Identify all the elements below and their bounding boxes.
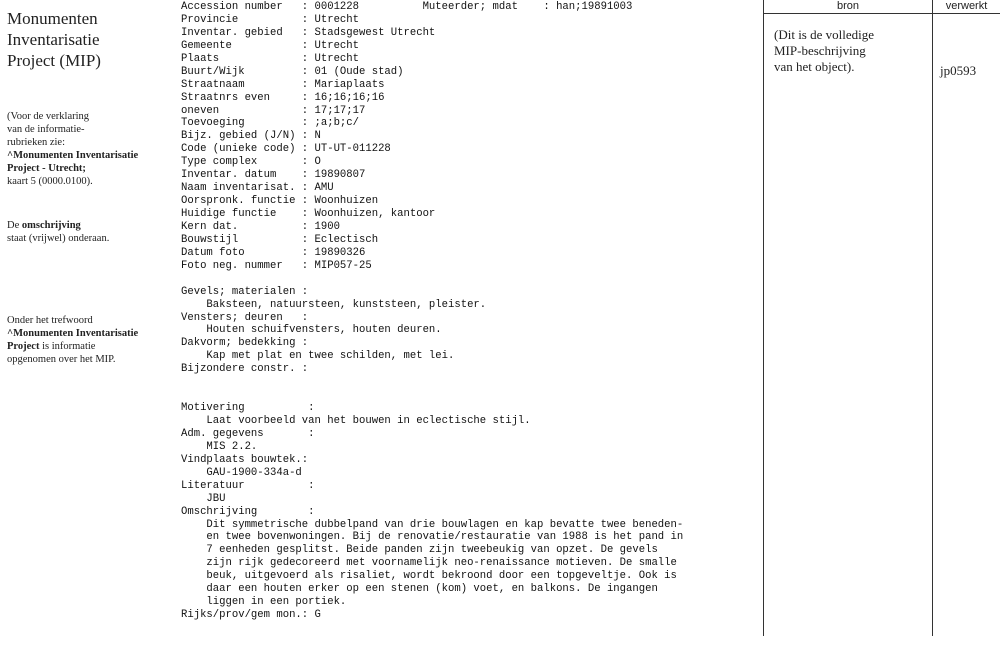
record-line: Gevels; materialen : <box>181 285 309 298</box>
record-line: Gemeente : Utrecht <box>181 39 360 52</box>
record-line: Bijzondere constr. : <box>181 363 309 376</box>
verwerkt-code: jp0593 <box>940 63 977 78</box>
bron-text: (Dit is de volledige MIP-beschrijving van het object). <box>774 27 875 74</box>
record-line: Rijks/prov/gem mon.: G <box>181 609 321 622</box>
record-line: zijn rijk gedecoreerd met voornamelijk neo-renaissance motieven. De smalle <box>181 557 677 570</box>
record-line: beuk, uitgevoerd als risaliet, wordt bekroond door een topgeveltje. Ook is <box>181 570 677 583</box>
record-line: Dakvorm; bedekking : <box>181 337 309 350</box>
record-line: Laat voorbeeld van het bouwen in eclectische stijl. <box>181 415 531 427</box>
record-line: oneven : 17;17;17 <box>181 104 366 117</box>
verwerkt-column-header: verwerkt <box>945 0 988 12</box>
page-title: Monumenten Inventarisatie Project (MIP) <box>7 9 101 70</box>
record-line: daar een houten erker op een stenen (kom) voet, en balkons. De ingangen <box>181 583 658 596</box>
record-line: Bijz. gebied (J/N) : N <box>181 130 321 143</box>
record-line: Kap met plat en twee schilden, met lei. <box>181 350 455 363</box>
column-divider-left <box>763 0 764 636</box>
record-line: Toevoeging : ;a;b;c/ <box>181 117 360 130</box>
column-header-rule <box>764 13 1000 14</box>
record-line: Straatnrs even : 16;16;16;16 <box>181 91 385 104</box>
record-line: Motivering : <box>181 402 315 415</box>
record-line: Inventar. datum : 19890807 <box>181 169 366 182</box>
record-line: liggen in een portiek. <box>181 596 347 609</box>
record-line: Omschrijving : <box>181 505 315 518</box>
record-line: en twee bovenwoningen. Bij de renovatie/restauratie van 1988 is het pand in <box>181 531 684 544</box>
record-line: Foto neg. nummer : MIP057-25 <box>181 259 372 272</box>
record-line: JBU <box>181 492 226 505</box>
record-line: Kern dat. : 1900 <box>181 220 340 233</box>
record-line: Provincie : Utrecht <box>181 13 360 26</box>
record-line: Code (unieke code) : UT-UT-011228 <box>181 143 391 156</box>
record-line: MIS 2.2. <box>181 440 258 453</box>
record-header-fields <box>181 1 759 273</box>
record-line: Accession number : 0001228 Muteerder; mdat : han;19891003 <box>181 1 633 13</box>
record-line: GAU-1900-334a-d <box>181 466 302 479</box>
record-line: Oorspronk. functie : Woonhuizen <box>181 195 379 208</box>
record-line: Vindplaats bouwtek.: <box>181 453 309 466</box>
record-line: Baksteen, natuursteen, kunststeen, pleister. <box>181 298 487 311</box>
record-line: Huidige functie : Woonhuizen, kantoor <box>181 208 436 220</box>
left-margin <box>7 8 172 365</box>
record-section-materials <box>181 286 759 377</box>
record-line: Bouwstijl : Eclectisch <box>181 233 379 246</box>
record-line: Straatnaam : Mariaplaats <box>181 78 385 91</box>
legend-note: (Voor de verklaring van de informatie- rubrieken zie: ^Monumenten Inventarisatie Project - Utrecht; kaart 5 (0000.0100). <box>7 111 139 187</box>
description-note: De omschrijving staat (vrijwel) onderaan. <box>7 220 110 244</box>
record-listing <box>181 1 759 622</box>
record-line: 7 eenheden gesplitst. Beide panden zijn tweebeukig van opzet. De gevels <box>181 544 658 557</box>
record-line: Vensters; deuren : <box>181 311 309 324</box>
record-line: Datum foto : 19890326 <box>181 246 366 259</box>
record-line: Type complex : O <box>181 156 321 169</box>
reference-link: ^Monumenten Inventarisatie <box>7 150 139 161</box>
record-line: Naam inventarisat. : AMU <box>181 182 334 195</box>
keyword-note: Onder het trefwoord ^Monumenten Inventarisatie Project is informatie opgenomen over het MIP. <box>7 315 139 365</box>
record-line: Literatuur : <box>181 479 315 492</box>
record-line: Inventar. gebied : Stadsgewest Utrecht <box>181 26 436 39</box>
bron-column-header: bron <box>836 0 860 12</box>
record-line: Plaats : Utrecht <box>181 52 360 65</box>
record-line: Buurt/Wijk : 01 (Oude stad) <box>181 65 404 78</box>
record-line: Houten schuifvensters, houten deuren. <box>181 324 442 337</box>
record-line: Adm. gegevens : <box>181 427 315 440</box>
column-divider-middle <box>932 0 933 636</box>
record-line: Dit symmetrische dubbelpand van drie bouwlagen en kap bevatte twee beneden- <box>181 518 684 531</box>
record-section-description <box>181 402 759 622</box>
